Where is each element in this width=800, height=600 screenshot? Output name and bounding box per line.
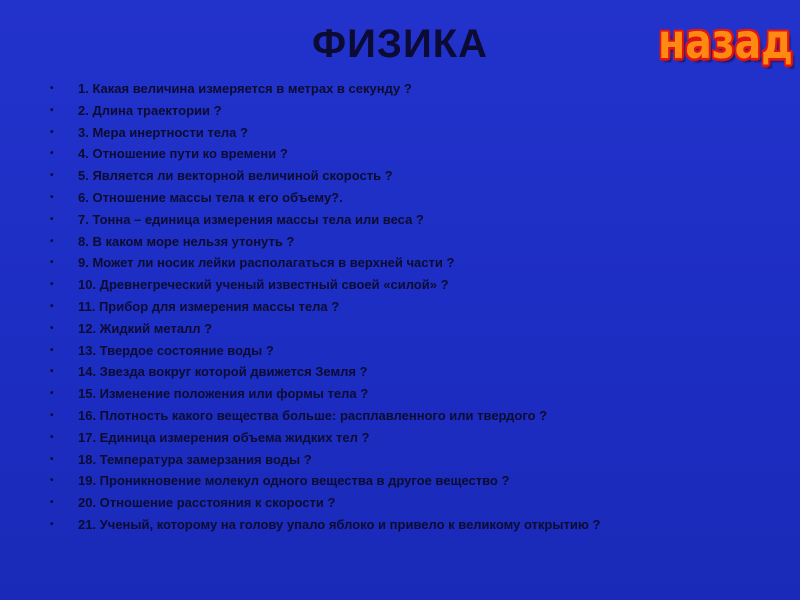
question-text: 10. Древнегреческий ученый известный своей «силой» ? (78, 277, 449, 293)
question-text: 6. Отношение массы тела к его объему?. (78, 189, 343, 205)
question-item (50, 231, 790, 253)
question-text: 21. Ученый, которому на голову упало яблоко и привело к великому открытию ? (78, 516, 601, 532)
bullet-icon: • (50, 104, 54, 116)
bullet-icon: • (50, 83, 54, 94)
question-text: 4. Отношение пути ко времени ? (78, 146, 288, 162)
question-item (50, 427, 790, 449)
question-item (50, 361, 790, 383)
bullet-icon: • (50, 191, 54, 203)
question-text: 8. В каком море нельзя утонуть ? (78, 233, 295, 249)
question-item (50, 405, 790, 427)
question-text: 16. Плотность какого вещества больше: расплавленного или твердого ? (78, 407, 548, 423)
question-text: 5. Является ли векторной величиной скорость ? (78, 168, 393, 184)
slide-title: ФИЗИКА (312, 22, 488, 66)
question-text: 19. Проникновение молекул одного вещества в другое вещество ? (78, 473, 510, 489)
question-text: 14. Звезда вокруг которой движется Земля ? (78, 364, 368, 380)
question-text: 18. Температура замерзания воды ? (78, 451, 312, 467)
question-text: 2. Длина траектории ? (78, 102, 222, 118)
question-text: 17. Единица измерения объема жидких тел ? (78, 429, 370, 445)
bullet-icon: • (50, 322, 54, 334)
bullet-icon: • (50, 518, 54, 530)
question-item (50, 143, 790, 165)
question-item (50, 209, 790, 231)
question-item (50, 514, 790, 536)
bullet-icon: • (50, 431, 54, 443)
question-item (50, 187, 790, 209)
bullet-icon: • (50, 453, 54, 465)
question-item (50, 274, 790, 296)
question-item (50, 470, 790, 492)
question-text: 1. Какая величина измеряется в метрах в секунду ? (78, 81, 412, 96)
bullet-icon: • (50, 497, 54, 509)
bullet-icon: • (50, 475, 54, 487)
bullet-icon: • (50, 170, 54, 182)
question-item (50, 122, 790, 144)
bullet-icon: • (50, 148, 54, 160)
question-text: 12. Жидкий металл ? (78, 320, 213, 336)
question-text: 11. Прибор для измерения массы тела ? (78, 298, 340, 314)
question-item (50, 318, 790, 340)
bullet-icon: • (50, 344, 54, 356)
bullet-icon: • (50, 126, 54, 138)
back-button[interactable] (658, 10, 793, 80)
bullet-icon: • (50, 300, 54, 312)
question-text: 9. Может ли носик лейки располагаться в верхней части ? (78, 255, 455, 271)
question-text: 15. Изменение положения или формы тела ? (78, 386, 369, 402)
bullet-icon: • (50, 257, 54, 269)
question-item (50, 383, 790, 405)
question-text: 20. Отношение расстояния к скорости ? (78, 495, 336, 511)
question-item (50, 492, 790, 514)
bullet-icon: • (50, 388, 54, 400)
question-list (50, 78, 790, 536)
bullet-icon: • (50, 213, 54, 225)
bullet-icon: • (50, 279, 54, 291)
question-item (50, 340, 790, 362)
bullet-icon: • (50, 366, 54, 378)
back-button-label: назад (658, 14, 793, 70)
question-text: 7. Тонна – единица измерения массы тела или веса ? (78, 211, 424, 227)
question-item (50, 100, 790, 122)
question-item (50, 252, 790, 274)
question-item (50, 449, 790, 471)
question-item (50, 296, 790, 318)
question-item (50, 165, 790, 187)
bullet-icon: • (50, 409, 54, 421)
bullet-icon: • (50, 235, 54, 247)
question-text: 13. Твердое состояние воды ? (78, 342, 274, 358)
question-item (50, 78, 790, 100)
question-text: 3. Мера инертности тела ? (78, 124, 248, 140)
